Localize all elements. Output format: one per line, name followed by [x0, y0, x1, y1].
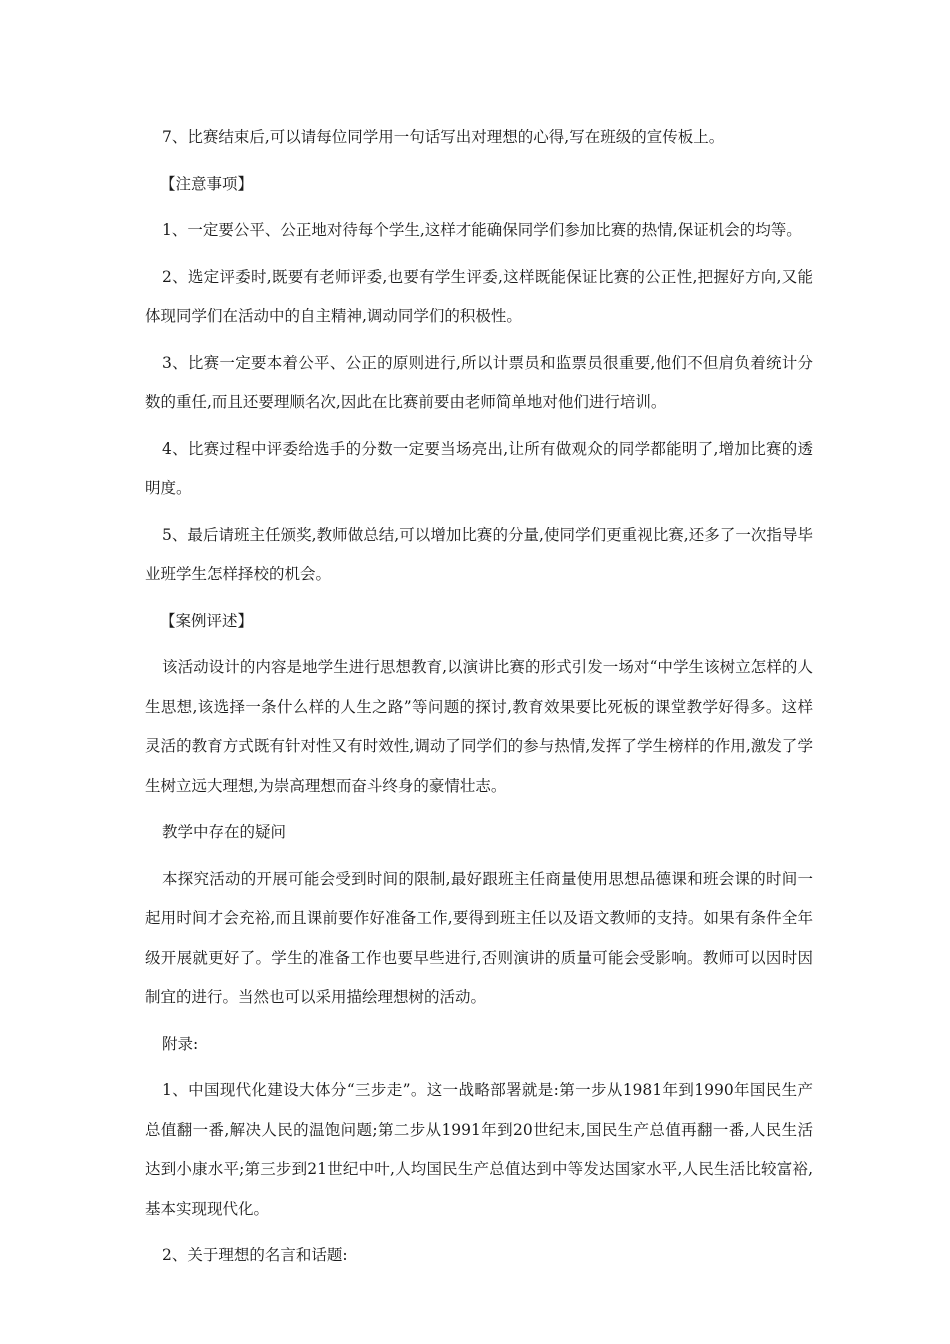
- list-item-note-2: 2、选定评委时,既要有老师评委,也要有学生评委,这样既能保证比赛的公正性,把握好方向,又能体现同学们在活动中的自主精神,调动同学们的积极性。: [145, 267, 813, 325]
- section-heading-questions: 教学中存在的疑问: [162, 823, 287, 841]
- section-heading-notes: 【注意事项】: [160, 174, 254, 193]
- section-heading-case-review: 【案例评述】: [160, 611, 254, 630]
- appendix-item-1: 1、中国现代化建设大体分“三步走”。这一战略部署就是:第一步从1981年到1990年国民生产总值翻一番,解决人民的温饱问题;第二步从1991年到20世纪末,国民生产总值再翻一番,人民生活达到小康水平;第三步到21世纪中叶,人均国民生产总值达到中等发达国家水平,人民生活比较富裕,基本实现现代化。: [145, 1081, 813, 1218]
- document-body: [145, 118, 813, 1283]
- case-review-paragraph: 该活动设计的内容是地学生进行思想教育,以演讲比赛的形式引发一场对“中学生该树立怎样的人生思想,该选择一条什么样的人生之路”等问题的探讨,教育效果要比死板的课堂教学好得多。这样灵活的教育方式既有针对性又有时效性,调动了同学们的参与热情,发挥了学生榜样的作用,激发了学生树立远大理想,为崇高理想而奋斗终身的豪情壮志。: [145, 658, 813, 795]
- section-heading-appendix: 附录:: [162, 1034, 199, 1053]
- list-item-step-7: 7、比赛结束后,可以请每位同学用一句话写出对理想的心得,写在班级的宣传板上。: [162, 128, 725, 146]
- list-item-note-4: 4、比赛过程中评委给选手的分数一定要当场亮出,让所有做观众的同学都能明了,增加比赛的透明度。: [145, 439, 813, 497]
- questions-paragraph: 本探究活动的开展可能会受到时间的限制,最好跟班主任商量使用思想品德课和班会课的时间一起用时间才会充裕,而且课前要作好准备工作,要得到班主任以及语文教师的支持。如果有条件全年级开展就更好了。学生的准备工作也要早些进行,否则演讲的质量可能会受影响。教师可以因时因制宜的进行。当然也可以采用描绘理想树的活动。: [145, 869, 813, 1006]
- list-item-note-5: 5、最后请班主任颁奖,教师做总结,可以增加比赛的分量,使同学们更重视比赛,还多了一次指导毕业班学生怎样择校的机会。: [145, 525, 813, 583]
- list-item-note-1: 1、一定要公平、公正地对待每个学生,这样才能确保同学们参加比赛的热情,保证机会的均等。: [162, 221, 802, 239]
- list-item-note-3: 3、比赛一定要本着公平、公正的原则进行,所以计票员和监票员很重要,他们不但肩负着统计分数的重任,而且还要理顺名次,因此在比赛前要由老师简单地对他们进行培训。: [145, 353, 813, 411]
- appendix-item-2: 2、关于理想的名言和话题:: [162, 1246, 348, 1264]
